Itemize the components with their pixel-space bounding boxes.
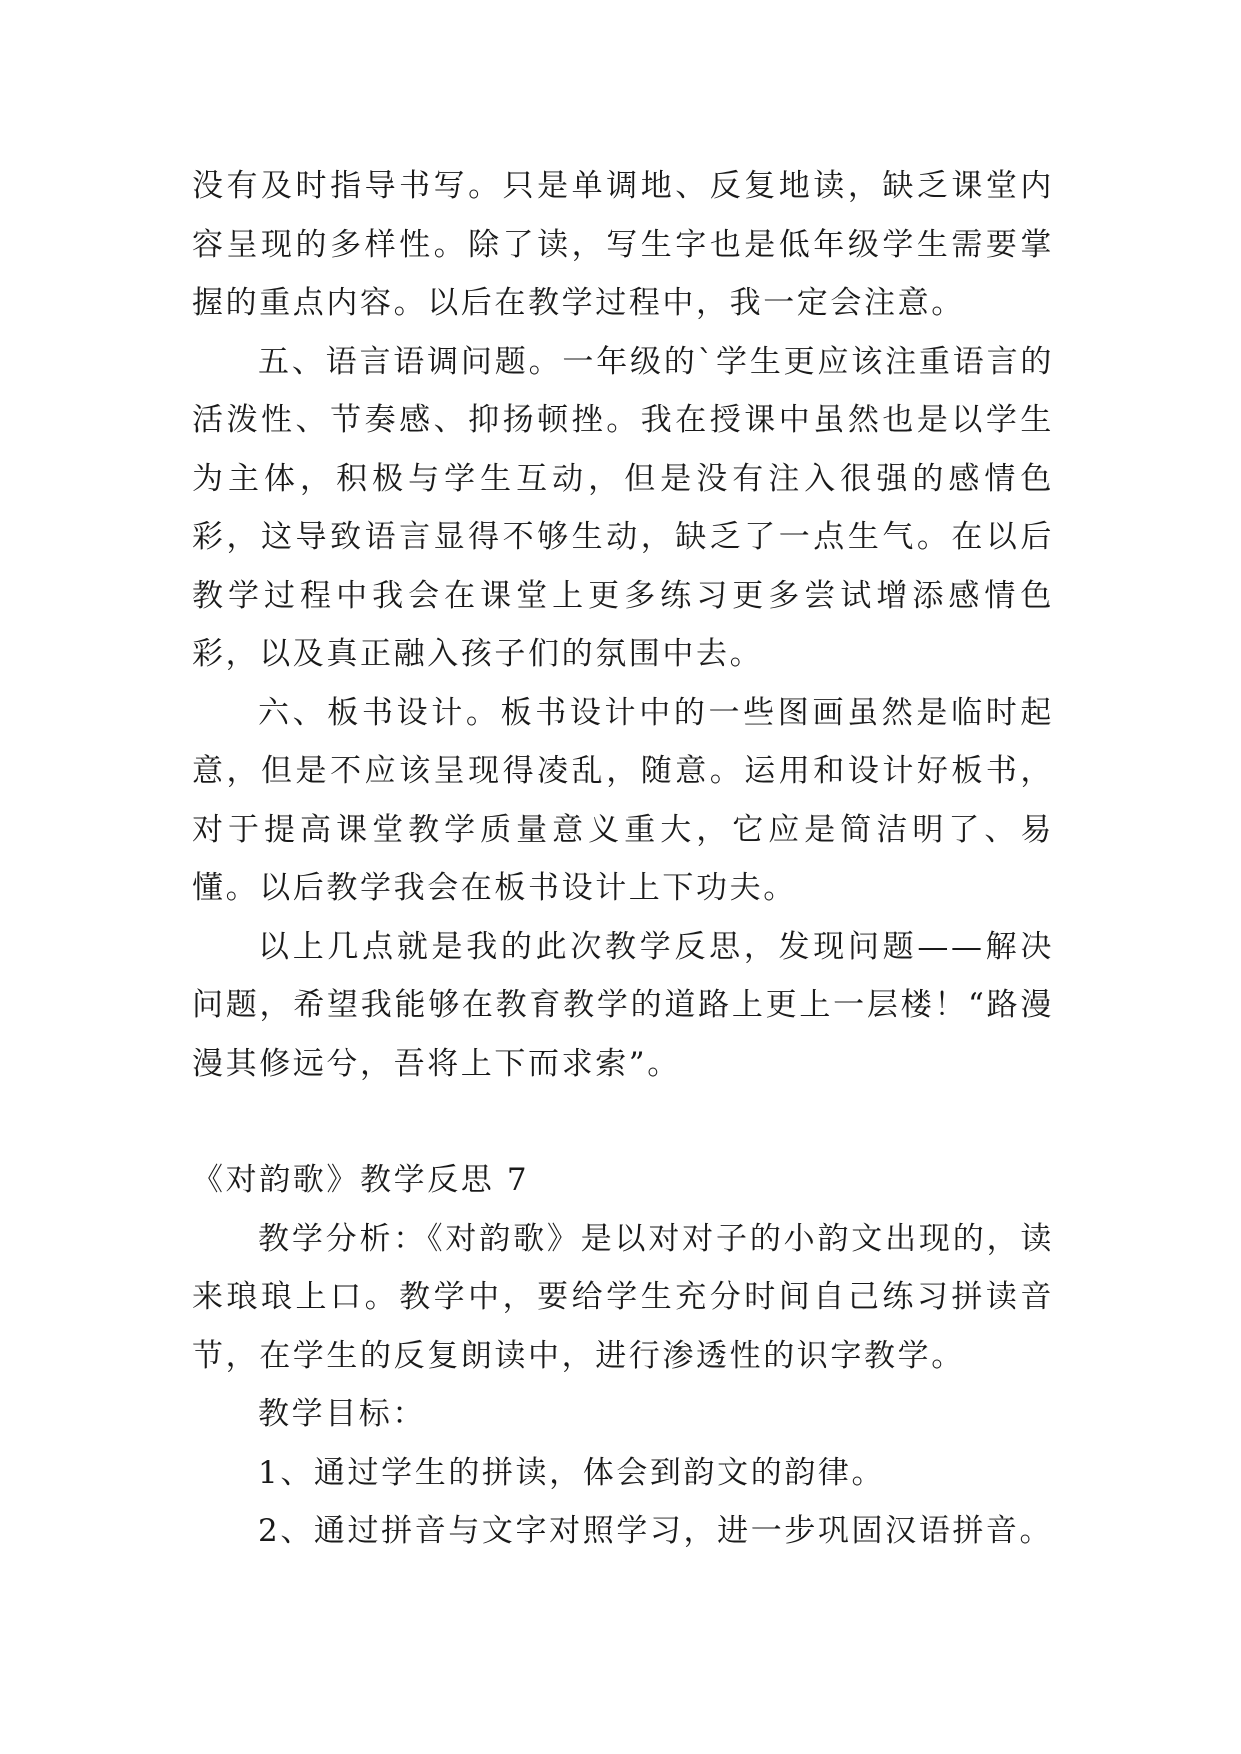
document-body	[192, 157, 1054, 1561]
paragraph-teaching-goals-heading: 教学目标：	[258, 1396, 426, 1432]
paragraph-goal-2: 2、通过拼音与文字对照学习，进一步巩固汉语拼音。	[258, 1513, 1054, 1549]
paragraph-summary: 以上几点就是我的此次教学反思，发现问题——解决问题，希望我能够在教育教学的道路上更上一层楼！“路漫漫其修远兮，吾将上下而求索”。	[192, 928, 1054, 1082]
paragraph-language-tone: 五、语言语调问题。一年级的`学生更应该注重语言的活泼性、节奏感、抑扬顿挫。我在授课中虽然也是以学生为主体，积极与学生互动，但是没有注入很强的感情色彩，这导致语言显得不够生动，缺乏了一点生气。在以后教学过程中我会在课堂上更多练习更多尝试增添感情色彩，以及真正融入孩子们的氛围中去。	[192, 343, 1054, 672]
paragraph-continuation: 没有及时指导书写。只是单调地、反复地读，缺乏课堂内容呈现的多样性。除了读，写生字也是低年级学生需要掌握的重点内容。以后在教学过程中，我一定会注意。	[192, 168, 1054, 321]
paragraph-teaching-analysis: 教学分析：《对韵歌》是以对对子的小韵文出现的，读来琅琅上口。教学中，要给学生充分时间自己练习拼读音节，在学生的反复朗读中，进行渗透性的识字教学。	[192, 1220, 1054, 1374]
section-gap	[192, 1093, 1054, 1151]
paragraph-goal-1: 1、通过学生的拼读，体会到韵文的韵律。	[258, 1454, 886, 1491]
paragraph-blackboard-design: 六、板书设计。板书设计中的一些图画虽然是临时起意，但是不应该呈现得凌乱，随意。运用和设计好板书，对于提高课堂教学质量意义重大，它应是简洁明了、易懂。以后教学我会在板书设计上下功夫。	[192, 694, 1054, 906]
section-title: 《对韵歌》教学反思 7	[192, 1162, 530, 1198]
